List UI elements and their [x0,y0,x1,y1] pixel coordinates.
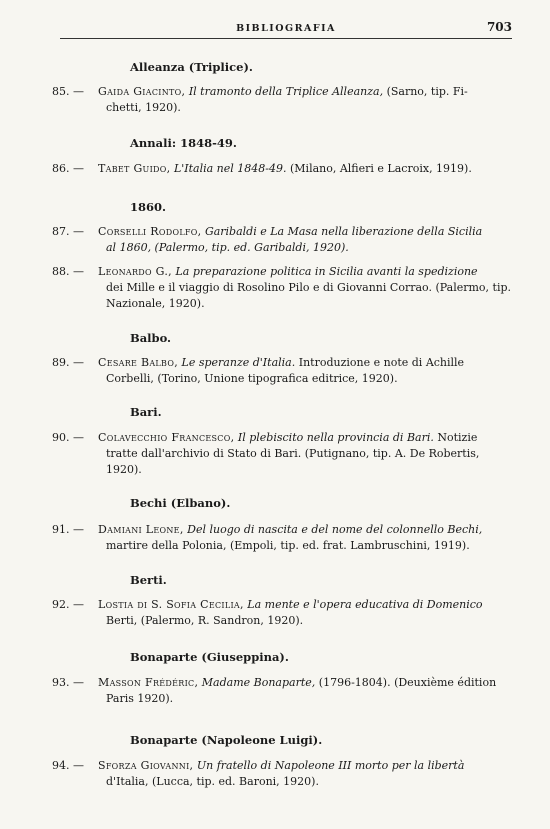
section-heading: 1860. [130,200,167,214]
entry-continuation: Berti, (Palermo, R. Sandron, 1920). [106,614,304,627]
section-heading: Berti. [130,573,167,587]
entry-title: La preparazione politica in Sicilia avanti la spedizione [175,265,478,278]
entry-title: L'Italia nel 1848-49. [173,162,287,175]
entry-number: 92. — [52,598,84,611]
entry-details: Notizie [437,431,478,444]
entry-continuation: Paris 1920). [106,692,174,705]
entry-number: 85. — [52,85,84,98]
entry-author: Masson Frédéric, [98,676,199,689]
page-number: 703 [486,20,512,34]
entry-title: Le speranze d'Italia. [181,356,296,369]
entry-number: 88. — [52,265,84,278]
entry-author: Gaida Giacinto, [98,85,186,98]
section-heading: Bonaparte (Giuseppina). [130,650,289,664]
entry-details: Introduzione e note di Achille [298,356,465,369]
section-heading: Annali: 1848-49. [130,136,237,150]
bibliography-entry [52,264,512,312]
entry-continuation: al 1860, (Palermo, tip. ed. Garibaldi, 1920). [106,241,349,254]
entry-continuation: Corbelli, (Torino, Unione tipografica editrice, 1920). [106,372,398,385]
bibliography-entry [52,224,512,256]
entry-title: Del luogo di nascita e del nome del colonnello Bechi, [187,523,483,536]
entry-number: 87. — [52,225,84,238]
entry-continuation: chetti, 1920). [106,101,181,114]
bibliography-entry [52,430,512,478]
entry-author: Sforza Giovanni, [98,759,194,772]
entry-continuation: d'Italia, (Lucca, tip. ed. Baroni, 1920). [106,775,319,788]
entry-continuation: martire della Polonia, (Empoli, tip. ed. frat. Lambruschini, 1919). [106,539,470,552]
entry-details: (Sarno, tip. Fi- [386,85,468,98]
bibliography-entry [52,522,512,554]
entry-title: Il plebiscito nella provincia di Bari. [237,431,434,444]
entry-author: Cesare Balbo, [98,356,179,369]
entry-number: 89. — [52,356,84,369]
bibliography-entry [52,355,512,387]
entry-number: 90. — [52,431,84,444]
entry-author: Damiani Leone, [98,523,184,536]
entry-title: Un fratello di Napoleone III morto per la libertà [196,759,465,772]
entry-number: 94. — [52,759,84,772]
bibliography-entry [52,758,512,790]
header-title: BIBLIOGRAFIA [236,23,336,34]
bibliography-entry [52,675,512,707]
bibliography-entry [52,597,512,629]
section-heading: Balbo. [130,331,172,345]
bibliography-entry [52,161,512,177]
bibliography-entry [52,84,512,116]
entry-number: 86. — [52,162,84,175]
entry-title: Madame Bonaparte, [201,676,316,689]
entry-number: 91. — [52,523,84,536]
running-header [60,22,512,39]
entry-author: Tabet Guido, [98,162,171,175]
entry-details: (Milano, Alfieri e Lacroix, 1919). [290,162,472,175]
section-heading: Bechi (Elbano). [130,496,231,510]
entry-title: La mente e l'opera educativa di Domenico [247,598,483,611]
entry-title: Garibaldi e La Masa nella liberazione della Sicilia [204,225,483,238]
entry-author: Corselli Rodolfo, [98,225,202,238]
section-heading: Bonaparte (Napoleone Luigi). [130,733,323,747]
section-heading: Alleanza (Triplice). [130,60,253,74]
entry-author: Lostia di S. Sofia Cecilia, [98,598,244,611]
entry-author: Leonardo G., [98,265,172,278]
entry-author: Colavecchio Francesco, [98,431,235,444]
entry-continuation: tratte dall'archivio di Stato di Bari. (Putignano, tip. A. De Robertis, 1920). [106,447,480,476]
entry-title: Il tramonto della Triplice Alleanza, [188,85,384,98]
entry-number: 93. — [52,676,84,689]
entry-continuation: dei Mille e il viaggio di Rosolino Pilo e di Giovanni Corrao. (Palermo, tip. Nazionale, 1920). [106,281,512,310]
section-heading: Bari. [130,405,162,419]
entry-details: (1796-1804). (Deuxième édition [318,676,497,689]
